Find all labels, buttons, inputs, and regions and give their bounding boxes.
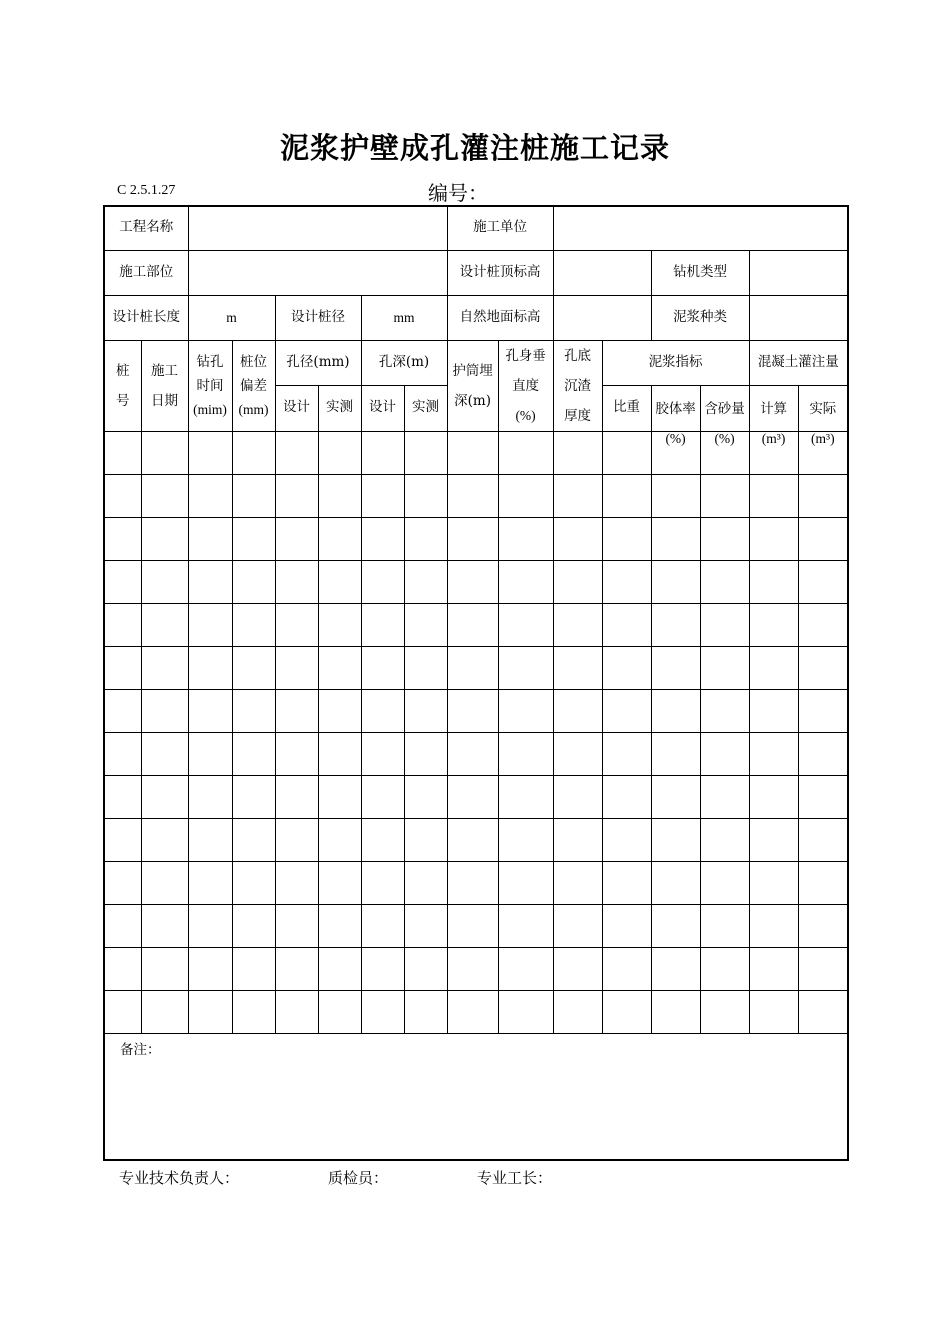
table-cell[interactable] xyxy=(361,861,404,904)
table-cell[interactable] xyxy=(798,990,848,1033)
table-cell[interactable] xyxy=(275,646,318,689)
table-cell[interactable] xyxy=(798,904,848,947)
table-cell[interactable] xyxy=(104,904,141,947)
table-cell[interactable] xyxy=(404,775,447,818)
table-cell[interactable] xyxy=(104,818,141,861)
record-table xyxy=(103,205,849,1161)
table-cell[interactable] xyxy=(498,603,553,646)
table-cell[interactable] xyxy=(602,861,651,904)
table-row xyxy=(104,689,848,732)
table-cell[interactable] xyxy=(553,861,602,904)
table-cell[interactable] xyxy=(651,474,700,517)
table-cell[interactable] xyxy=(188,732,232,775)
table-cell[interactable] xyxy=(104,560,141,603)
table-cell[interactable] xyxy=(651,732,700,775)
table-cell[interactable] xyxy=(141,517,188,560)
table-cell[interactable] xyxy=(798,689,848,732)
col-actual: 实际 (m³) xyxy=(798,385,848,431)
table-cell[interactable] xyxy=(553,904,602,947)
table-cell[interactable] xyxy=(104,474,141,517)
table-row xyxy=(104,603,848,646)
table-cell[interactable] xyxy=(318,517,361,560)
table-row xyxy=(104,861,848,904)
table-cell[interactable] xyxy=(798,861,848,904)
pile-length-label: 设计桩长度 xyxy=(104,295,188,340)
table-cell[interactable] xyxy=(602,431,651,474)
pile-diameter-field[interactable] xyxy=(361,295,447,340)
table-cell[interactable] xyxy=(404,904,447,947)
table-cell[interactable] xyxy=(188,990,232,1033)
table-row xyxy=(104,732,848,775)
table-cell[interactable] xyxy=(141,904,188,947)
table-cell[interactable] xyxy=(318,775,361,818)
pile-top-elevation-field[interactable] xyxy=(553,250,651,295)
project-name-label: 工程名称 xyxy=(104,206,188,250)
table-cell[interactable] xyxy=(749,732,798,775)
table-cell[interactable] xyxy=(553,646,602,689)
table-cell[interactable] xyxy=(498,904,553,947)
table-cell[interactable] xyxy=(318,431,361,474)
table-cell[interactable] xyxy=(361,904,404,947)
table-cell[interactable] xyxy=(404,431,447,474)
table-cell[interactable] xyxy=(602,775,651,818)
table-row xyxy=(104,431,848,474)
table-cell[interactable] xyxy=(651,517,700,560)
col-drill-time: 钻孔 时间 (mim) xyxy=(188,340,232,431)
table-cell[interactable] xyxy=(275,560,318,603)
col-hole-depth: 孔深(m) xyxy=(361,340,447,385)
table-cell[interactable] xyxy=(318,904,361,947)
table-cell[interactable] xyxy=(749,775,798,818)
table-cell[interactable] xyxy=(232,431,275,474)
table-cell[interactable] xyxy=(188,689,232,732)
col-hole-diameter-design: 设计 xyxy=(275,385,318,431)
table-cell[interactable] xyxy=(798,947,848,990)
table-cell[interactable] xyxy=(651,990,700,1033)
construction-unit-field[interactable] xyxy=(553,206,848,250)
col-calculated: 计算 (m³) xyxy=(749,385,798,431)
table-cell[interactable] xyxy=(798,560,848,603)
table-cell[interactable] xyxy=(361,474,404,517)
table-cell[interactable] xyxy=(498,431,553,474)
table-cell[interactable] xyxy=(361,947,404,990)
table-cell[interactable] xyxy=(749,904,798,947)
col-hole-diameter-measured: 实测 xyxy=(318,385,361,431)
table-cell[interactable] xyxy=(553,603,602,646)
table-cell[interactable] xyxy=(602,818,651,861)
table-cell[interactable] xyxy=(275,474,318,517)
table-cell[interactable] xyxy=(447,431,498,474)
table-cell[interactable] xyxy=(498,861,553,904)
table-cell[interactable] xyxy=(104,689,141,732)
table-cell[interactable] xyxy=(188,775,232,818)
table-cell[interactable] xyxy=(361,732,404,775)
table-cell[interactable] xyxy=(361,517,404,560)
table-cell[interactable] xyxy=(188,431,232,474)
table-cell[interactable] xyxy=(553,689,602,732)
table-cell[interactable] xyxy=(188,560,232,603)
col-concrete-volume: 混凝土灌注量 xyxy=(749,340,848,385)
table-cell[interactable] xyxy=(188,861,232,904)
table-row xyxy=(104,646,848,689)
table-cell[interactable] xyxy=(232,818,275,861)
table-cell[interactable] xyxy=(553,431,602,474)
construction-part-field[interactable] xyxy=(188,250,447,295)
table-cell[interactable] xyxy=(318,689,361,732)
table-cell[interactable] xyxy=(553,947,602,990)
table-cell[interactable] xyxy=(404,990,447,1033)
table-cell[interactable] xyxy=(232,775,275,818)
table-cell[interactable] xyxy=(553,474,602,517)
table-cell[interactable] xyxy=(498,990,553,1033)
table-cell[interactable] xyxy=(498,646,553,689)
col-verticality: 孔身垂 直度 (%) xyxy=(498,340,553,431)
table-row xyxy=(104,990,848,1033)
table-cell[interactable] xyxy=(232,861,275,904)
table-cell[interactable] xyxy=(275,689,318,732)
table-cell[interactable] xyxy=(404,517,447,560)
table-row xyxy=(104,904,848,947)
construction-unit-label: 施工单位 xyxy=(447,206,553,250)
table-cell[interactable] xyxy=(798,732,848,775)
table-cell[interactable] xyxy=(404,560,447,603)
table-cell[interactable] xyxy=(232,947,275,990)
table-row xyxy=(104,947,848,990)
table-cell[interactable] xyxy=(141,818,188,861)
col-date: 施工 日期 xyxy=(141,340,188,431)
ground-elevation-field[interactable] xyxy=(553,295,651,340)
table-cell[interactable] xyxy=(318,603,361,646)
table-cell[interactable] xyxy=(141,861,188,904)
table-cell[interactable] xyxy=(318,861,361,904)
table-cell[interactable] xyxy=(232,990,275,1033)
table-cell[interactable] xyxy=(498,689,553,732)
page-title: 泥浆护壁成孔灌注桩施工记录 xyxy=(279,131,670,165)
slurry-type-label: 泥浆种类 xyxy=(651,295,749,340)
table-cell[interactable] xyxy=(232,904,275,947)
table-cell[interactable] xyxy=(104,775,141,818)
table-cell[interactable] xyxy=(318,947,361,990)
table-cell[interactable] xyxy=(651,689,700,732)
table-cell[interactable] xyxy=(651,947,700,990)
table-cell[interactable] xyxy=(700,990,749,1033)
drill-type-field[interactable] xyxy=(749,250,848,295)
table-cell[interactable] xyxy=(447,474,498,517)
table-cell[interactable] xyxy=(361,646,404,689)
table-cell[interactable] xyxy=(188,474,232,517)
table-cell[interactable] xyxy=(602,689,651,732)
pile-diameter-unit: mm xyxy=(393,309,415,325)
table-cell[interactable] xyxy=(798,775,848,818)
table-cell[interactable] xyxy=(104,646,141,689)
table-cell[interactable] xyxy=(749,646,798,689)
col-hole-depth-measured: 实测 xyxy=(404,385,447,431)
table-cell[interactable] xyxy=(275,775,318,818)
table-cell[interactable] xyxy=(651,560,700,603)
pile-length-field[interactable] xyxy=(188,295,275,340)
table-cell[interactable] xyxy=(188,947,232,990)
table-cell[interactable] xyxy=(141,603,188,646)
col-sand-content: 含砂量 (%) xyxy=(700,385,749,431)
table-cell[interactable] xyxy=(498,947,553,990)
table-cell[interactable] xyxy=(447,689,498,732)
table-cell[interactable] xyxy=(447,603,498,646)
table-cell[interactable] xyxy=(602,646,651,689)
tech-lead-signature: 专业技术负责人： xyxy=(119,1169,240,1187)
table-cell[interactable] xyxy=(602,732,651,775)
col-deviation: 桩位 偏差 (mm) xyxy=(232,340,275,431)
table-cell[interactable] xyxy=(141,431,188,474)
table-cell[interactable] xyxy=(700,947,749,990)
table-cell[interactable] xyxy=(447,861,498,904)
table-cell[interactable] xyxy=(700,732,749,775)
table-cell[interactable] xyxy=(104,517,141,560)
table-cell[interactable] xyxy=(232,646,275,689)
table-cell[interactable] xyxy=(749,603,798,646)
table-cell[interactable] xyxy=(498,818,553,861)
table-cell[interactable] xyxy=(318,474,361,517)
table-cell[interactable] xyxy=(275,517,318,560)
table-cell[interactable] xyxy=(404,603,447,646)
table-cell[interactable] xyxy=(798,517,848,560)
table-cell[interactable] xyxy=(447,818,498,861)
table-cell[interactable] xyxy=(651,818,700,861)
serial-number-label: 编号： xyxy=(428,181,488,205)
table-cell[interactable] xyxy=(700,517,749,560)
table-cell[interactable] xyxy=(361,560,404,603)
table-cell[interactable] xyxy=(141,689,188,732)
col-slurry-index: 泥浆指标 xyxy=(602,340,749,385)
table-cell[interactable] xyxy=(404,947,447,990)
table-cell[interactable] xyxy=(498,732,553,775)
table-cell[interactable] xyxy=(651,603,700,646)
table-cell[interactable] xyxy=(749,861,798,904)
table-row xyxy=(104,474,848,517)
table-cell[interactable] xyxy=(447,990,498,1033)
table-cell[interactable] xyxy=(749,947,798,990)
table-cell[interactable] xyxy=(141,474,188,517)
table-cell[interactable] xyxy=(104,861,141,904)
table-cell[interactable] xyxy=(602,603,651,646)
table-cell[interactable] xyxy=(141,990,188,1033)
table-cell[interactable] xyxy=(700,818,749,861)
table-cell[interactable] xyxy=(447,560,498,603)
table-cell[interactable] xyxy=(447,646,498,689)
slurry-type-field[interactable] xyxy=(749,295,848,340)
table-cell[interactable] xyxy=(798,818,848,861)
table-cell[interactable] xyxy=(404,474,447,517)
table-cell[interactable] xyxy=(232,689,275,732)
table-cell[interactable] xyxy=(749,818,798,861)
col-pile-no: 桩 号 xyxy=(104,340,141,431)
table-cell[interactable] xyxy=(553,990,602,1033)
construction-part-label: 施工部位 xyxy=(104,250,188,295)
table-cell[interactable] xyxy=(141,775,188,818)
table-cell[interactable] xyxy=(141,947,188,990)
remarks-label: 备注： xyxy=(120,1041,161,1058)
col-sediment: 孔底 沉渣 厚度 xyxy=(553,340,602,431)
table-cell[interactable] xyxy=(700,603,749,646)
foreman-signature: 专业工长： xyxy=(477,1169,553,1187)
table-cell[interactable] xyxy=(498,474,553,517)
table-cell[interactable] xyxy=(447,904,498,947)
table-cell[interactable] xyxy=(498,775,553,818)
table-cell[interactable] xyxy=(498,517,553,560)
form-code: C 2.5.1.27 xyxy=(117,183,176,198)
table-cell[interactable] xyxy=(798,603,848,646)
table-cell[interactable] xyxy=(602,990,651,1033)
table-cell[interactable] xyxy=(141,646,188,689)
table-cell[interactable] xyxy=(651,775,700,818)
col-hole-diameter: 孔径(mm) xyxy=(275,340,361,385)
table-cell[interactable] xyxy=(104,732,141,775)
table-cell[interactable] xyxy=(447,947,498,990)
table-cell[interactable] xyxy=(318,818,361,861)
table-cell[interactable] xyxy=(553,775,602,818)
table-cell[interactable] xyxy=(104,603,141,646)
table-cell[interactable] xyxy=(141,560,188,603)
table-cell[interactable] xyxy=(651,646,700,689)
table-cell[interactable] xyxy=(141,732,188,775)
table-cell[interactable] xyxy=(749,560,798,603)
table-cell[interactable] xyxy=(447,732,498,775)
table-cell[interactable] xyxy=(798,646,848,689)
table-cell[interactable] xyxy=(602,517,651,560)
table-cell[interactable] xyxy=(602,474,651,517)
table-cell[interactable] xyxy=(700,689,749,732)
table-cell[interactable] xyxy=(553,732,602,775)
table-cell[interactable] xyxy=(700,474,749,517)
col-casing-depth: 护筒埋 深(m) xyxy=(447,340,498,431)
table-cell[interactable] xyxy=(275,818,318,861)
table-cell[interactable] xyxy=(232,603,275,646)
table-cell[interactable] xyxy=(404,689,447,732)
table-cell[interactable] xyxy=(104,947,141,990)
table-cell[interactable] xyxy=(749,517,798,560)
table-cell[interactable] xyxy=(602,904,651,947)
table-cell[interactable] xyxy=(404,646,447,689)
table-cell[interactable] xyxy=(275,947,318,990)
table-cell[interactable] xyxy=(275,732,318,775)
table-cell[interactable] xyxy=(700,775,749,818)
table-cell[interactable] xyxy=(700,560,749,603)
table-cell[interactable] xyxy=(447,517,498,560)
table-cell[interactable] xyxy=(700,646,749,689)
table-cell[interactable] xyxy=(700,861,749,904)
table-cell[interactable] xyxy=(651,904,700,947)
table-cell[interactable] xyxy=(361,818,404,861)
table-cell[interactable] xyxy=(651,861,700,904)
table-cell[interactable] xyxy=(498,560,553,603)
table-cell[interactable] xyxy=(749,689,798,732)
col-specific-gravity: 比重 xyxy=(602,385,651,431)
table-cell[interactable] xyxy=(232,560,275,603)
table-row xyxy=(104,818,848,861)
table-cell[interactable] xyxy=(553,818,602,861)
project-name-field[interactable] xyxy=(188,206,447,250)
table-cell[interactable] xyxy=(318,646,361,689)
table-cell[interactable] xyxy=(275,990,318,1033)
table-cell[interactable] xyxy=(798,474,848,517)
table-cell[interactable] xyxy=(318,990,361,1033)
table-row xyxy=(104,517,848,560)
table-cell[interactable] xyxy=(275,431,318,474)
inspector-signature: 质检员： xyxy=(328,1169,389,1187)
remarks-field[interactable] xyxy=(104,1033,848,1160)
pile-diameter-label: 设计桩径 xyxy=(275,295,361,340)
table-cell[interactable] xyxy=(188,517,232,560)
table-cell[interactable] xyxy=(553,517,602,560)
table-cell[interactable] xyxy=(404,818,447,861)
ground-elevation-label: 自然地面标高 xyxy=(447,295,553,340)
col-colloid-rate: 胶体率 (%) xyxy=(651,385,700,431)
pile-top-elevation-label: 设计桩顶标高 xyxy=(447,250,553,295)
pile-length-unit: m xyxy=(226,309,237,325)
table-cell[interactable] xyxy=(404,732,447,775)
table-cell[interactable] xyxy=(104,431,141,474)
table-cell[interactable] xyxy=(275,861,318,904)
table-cell[interactable] xyxy=(602,947,651,990)
table-cell[interactable] xyxy=(275,904,318,947)
table-cell[interactable] xyxy=(361,603,404,646)
table-cell[interactable] xyxy=(749,474,798,517)
table-cell[interactable] xyxy=(188,646,232,689)
table-cell[interactable] xyxy=(700,904,749,947)
table-cell[interactable] xyxy=(361,990,404,1033)
table-cell[interactable] xyxy=(104,990,141,1033)
drill-type-label: 钻机类型 xyxy=(651,250,749,295)
table-cell[interactable] xyxy=(232,474,275,517)
table-cell[interactable] xyxy=(447,775,498,818)
table-cell[interactable] xyxy=(232,517,275,560)
table-cell[interactable] xyxy=(361,775,404,818)
table-cell[interactable] xyxy=(749,990,798,1033)
table-cell[interactable] xyxy=(188,603,232,646)
table-cell[interactable] xyxy=(361,689,404,732)
table-cell[interactable] xyxy=(318,560,361,603)
table-row xyxy=(104,775,848,818)
table-cell[interactable] xyxy=(232,732,275,775)
table-cell[interactable] xyxy=(275,603,318,646)
table-cell[interactable] xyxy=(602,560,651,603)
table-cell[interactable] xyxy=(188,818,232,861)
table-cell[interactable] xyxy=(361,431,404,474)
col-hole-depth-design: 设计 xyxy=(361,385,404,431)
table-cell[interactable] xyxy=(553,560,602,603)
table-cell[interactable] xyxy=(404,861,447,904)
table-cell[interactable] xyxy=(188,904,232,947)
table-row xyxy=(104,560,848,603)
table-cell[interactable] xyxy=(318,732,361,775)
